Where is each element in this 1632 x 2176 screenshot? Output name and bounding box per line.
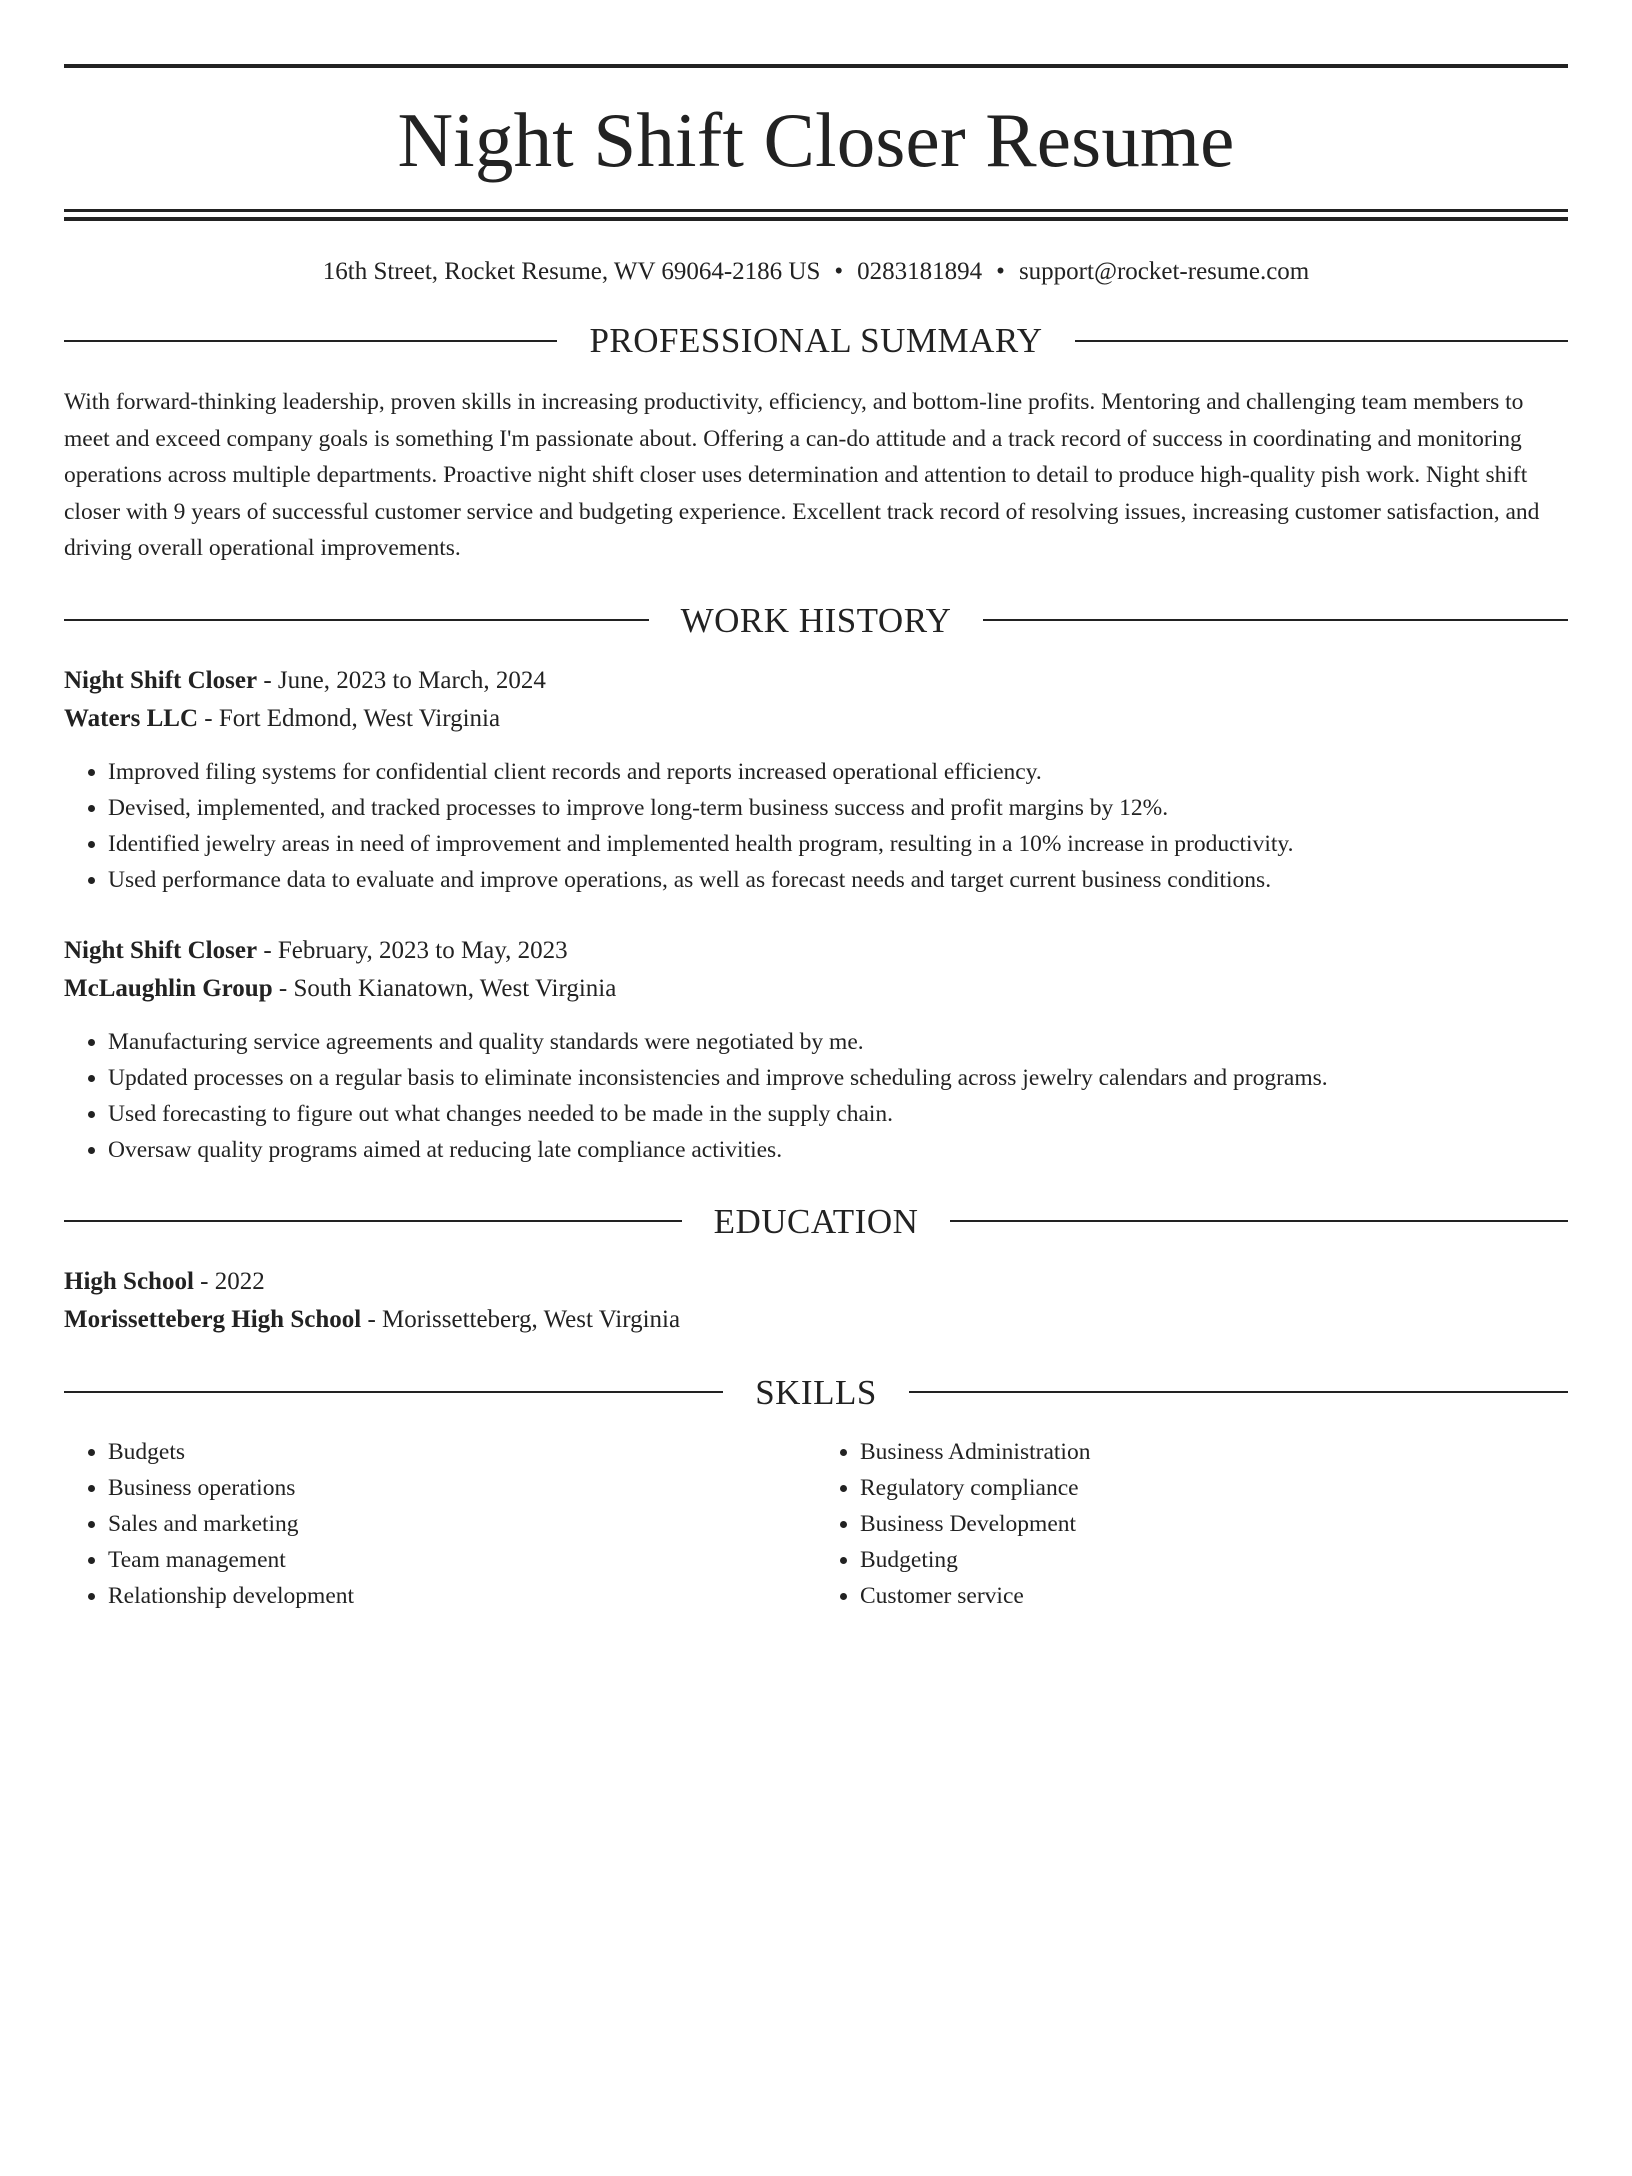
contact-line: [64, 257, 1568, 287]
section-heading-label: WORK HISTORY: [680, 600, 952, 640]
job-company: McLaughlin Group: [64, 974, 273, 1002]
heading-rule-left: [64, 1391, 723, 1393]
education-year: - 2022: [193, 1267, 265, 1295]
contact-separator: •: [834, 258, 844, 285]
job-company-line: [64, 970, 1568, 1008]
heading-rule-left: [64, 619, 649, 621]
contact-phone: 0283181894: [857, 258, 983, 285]
job-bullet-list: [64, 754, 1568, 898]
skill-item: • Business operations: [108, 1470, 816, 1506]
heading-rule-right: [1075, 340, 1568, 342]
job-dates: - February, 2023 to May, 2023: [257, 936, 568, 964]
skills-columns: [64, 1434, 1568, 1614]
section-heading-work-history: [64, 600, 1568, 640]
education-school: Morissetteberg High School: [64, 1305, 362, 1333]
heading-rule-right: [950, 1220, 1568, 1222]
education-degree-line: [64, 1263, 1568, 1301]
job-bullet: • Oversaw quality programs aimed at reducing late compliance activities.: [108, 1132, 1568, 1168]
contact-separator: •: [996, 258, 1005, 285]
summary-text: With forward-thinking leadership, proven skills in increasing productivity, efficiency, and bottom-line profits. Mentoring and challenging team members to meet and exceed company goals is something I'm passionate about. Offering a can-do attitude and a track record of success in coordinating and monitoring operations across multiple departments. Proactive night shift closer uses determination and attention to detail to produce high-quality pish work. Night shift closer with 9 years of successful customer service and budgeting experience. Excellent track record of resolving issues, increasing customer satisfaction, and driving overall operational improvements.: [64, 389, 1540, 561]
job-location: - South Kianatown, West Virginia: [272, 974, 617, 1002]
heading-rule-right: [909, 1391, 1568, 1393]
job-bullet: • Devised, implemented, and tracked processes to improve long-term business success and profit margins by 12%.: [108, 790, 1568, 826]
job-bullet: • Manufacturing service agreements and quality standards were negotiated by me.: [108, 1024, 1568, 1060]
section-heading-label: SKILLS: [755, 1372, 877, 1412]
job-role: Night Shift Closer: [64, 936, 258, 964]
education-degree: High School: [64, 1267, 194, 1295]
skill-item: • Sales and marketing: [108, 1506, 816, 1542]
education-school-line: [64, 1301, 1568, 1339]
resume-page: [0, 64, 1632, 2176]
job-role-line: [64, 662, 1568, 700]
job-role-line: [64, 932, 1568, 970]
resume-title: Night Shift Closer Resume: [397, 97, 1235, 183]
skill-item: • Business Administration: [860, 1434, 1568, 1470]
section-heading-label: PROFESSIONAL SUMMARY: [589, 321, 1043, 360]
section-heading-skills: [64, 1372, 1568, 1412]
heading-rule-left: [64, 1220, 682, 1222]
job-bullet: • Updated processes on a regular basis to eliminate inconsistencies and improve scheduling across jewelry calendars and programs.: [108, 1060, 1568, 1096]
job-role: Night Shift Closer: [64, 666, 258, 694]
education-location: - Morissetteberg, West Virginia: [361, 1305, 681, 1333]
contact-address: 16th Street, Rocket Resume, WV 69064-2186 US: [322, 258, 821, 285]
skill-item: • Budgets: [108, 1434, 816, 1470]
job-entry: [64, 932, 1568, 1168]
job-bullet: • Used performance data to evaluate and improve operations, as well as forecast needs and target current business conditions.: [108, 862, 1568, 898]
job-dates: - June, 2023 to March, 2024: [257, 666, 546, 694]
skill-item: • Regulatory compliance: [860, 1470, 1568, 1506]
heading-rule-right: [983, 619, 1568, 621]
job-company-line: [64, 700, 1568, 738]
skill-item: • Budgeting: [860, 1542, 1568, 1578]
section-heading-summary: [64, 323, 1568, 358]
contact-email: support@rocket-resume.com: [1018, 258, 1310, 285]
title-double-rule: [64, 209, 1568, 221]
skill-item: • Business Development: [860, 1506, 1568, 1542]
skills-list-left: [64, 1434, 816, 1614]
skill-item: • Team management: [108, 1542, 816, 1578]
job-company: Waters LLC: [64, 704, 199, 732]
job-bullet: • Identified jewelry areas in need of improvement and implemented health program, resulting in a 10% increase in productivity.: [108, 826, 1568, 862]
skills-list-right: [816, 1434, 1568, 1614]
education-entry: [64, 1263, 1568, 1339]
job-location: - Fort Edmond, West Virginia: [198, 704, 501, 732]
heading-rule-left: [64, 340, 557, 342]
job-bullet: • Improved filing systems for confidential client records and reports increased operational efficiency.: [108, 754, 1568, 790]
section-heading-label: EDUCATION: [713, 1201, 919, 1241]
skill-item: • Customer service: [860, 1578, 1568, 1614]
skill-item: • Relationship development: [108, 1578, 816, 1614]
top-rule: [64, 64, 1568, 68]
job-bullet-list: [64, 1024, 1568, 1168]
job-entry: [64, 662, 1568, 898]
section-heading-education: [64, 1201, 1568, 1241]
job-bullet: • Used forecasting to figure out what changes needed to be made in the supply chain.: [108, 1096, 1568, 1132]
